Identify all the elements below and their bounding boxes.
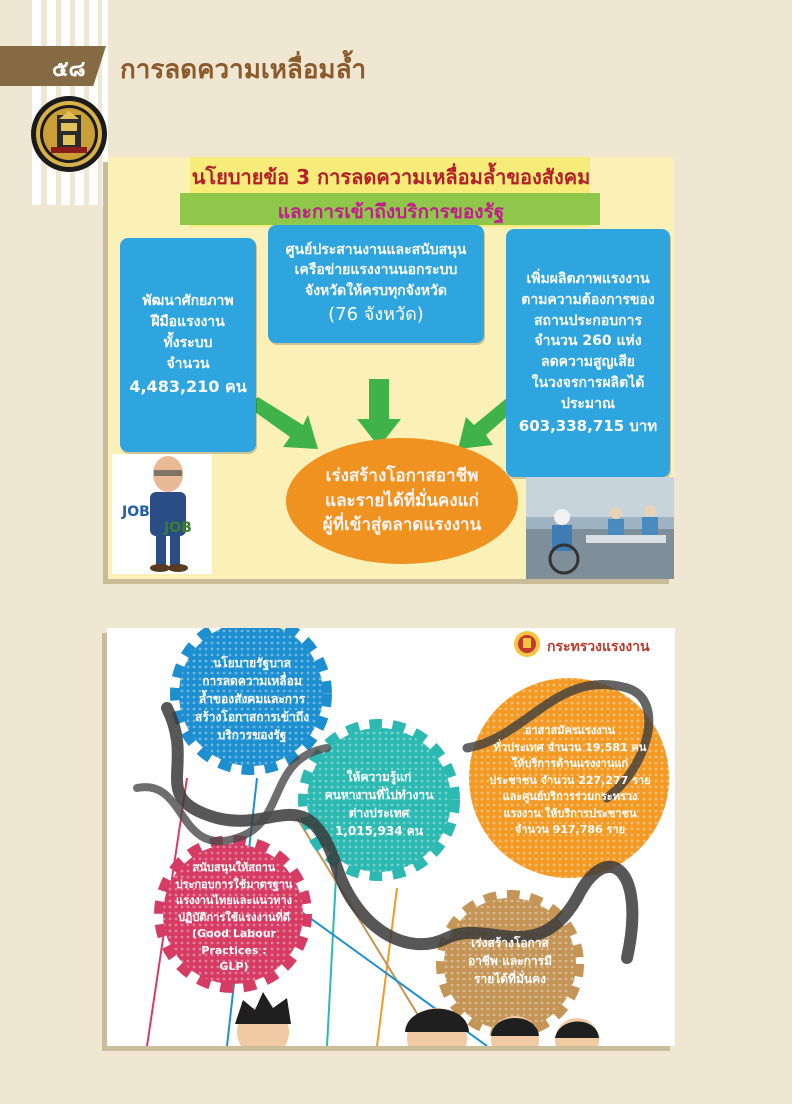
factory-workers-photo (526, 477, 674, 579)
oval-job-opportunity (286, 438, 518, 564)
oval-line: ผู้ที่เข้าสู่ตลาดแรงงาน (322, 515, 482, 536)
ministry-logo-icon (514, 631, 540, 657)
gear-text-line: ปฏิบัติการใช้แรงงานที่ดี (178, 910, 290, 924)
circle-text-line: แรงงาน ให้บริการประชาชน (503, 806, 637, 820)
banner-title-line2: และการเข้าถึงบริการของรัฐ (277, 201, 505, 223)
oval-line: เร่งสร้างโอกาสอาชีพ (325, 466, 479, 487)
box-right-line: ลดความสูญเสีย (541, 354, 635, 371)
circle-text-line: ประชาชน จำนวน 227,277 ราย (489, 773, 651, 787)
gear-pink-text (167, 860, 301, 976)
gear-text-line: ให้ความรู้แก่ (346, 770, 412, 784)
box-left-line: พัฒนาศักยภาพ (142, 293, 234, 310)
circle-text-line: ให้บริการด้านแรงงานแก่ (511, 757, 629, 770)
box-left-line: 4,483,210 คน (129, 376, 247, 396)
gear-text-line: คนหางานที่ไปทำงาน (324, 788, 434, 802)
gear-text-line: การลดความเหลื่อม (202, 674, 302, 688)
ministry-label: กระทรวงแรงงาน (547, 639, 650, 655)
infographic-gears (107, 628, 675, 1046)
gear-teal-text (319, 768, 439, 840)
box-skill-development (120, 238, 256, 452)
box-center-line: (76 จังหวัด) (328, 304, 424, 326)
gear-brown-text (457, 934, 563, 988)
job-text-1: JOB (122, 504, 150, 520)
circle-text-line: ทั่วประเทศ จำนวน 19,581 คน (493, 740, 647, 754)
box-right-line: ตามความต้องการของ (521, 291, 655, 308)
box-left-line: ฝีมือแรงงาน (151, 314, 225, 331)
gear-text-line: นโยบายรัฐบาล (213, 656, 291, 670)
circle-text-line: อาสาสมัครแรงงาน (524, 724, 616, 737)
box-right-line: ประมาณ (560, 396, 615, 413)
circle-text-line: จำนวน 917,786 ราย (514, 823, 626, 836)
gear-text-line: ล้ำของสังคมและการ (198, 692, 306, 706)
oval-line: และรายได้ที่มั่นคงแก่ (325, 490, 479, 511)
gear-text-line: เร่งสร้างโอกาส (471, 936, 549, 950)
gear-blue-text (193, 654, 311, 744)
box-right-line: จำนวน 260 แห่ง (534, 333, 642, 350)
box-coordination-center (268, 225, 484, 343)
box-left-line: จำนวน (166, 356, 210, 373)
circle-orange-text (487, 723, 653, 839)
page-title: การลดความเหลื่อมล้ำ (120, 55, 367, 85)
gear-text-line: GLP) (219, 960, 249, 973)
box-right-line: ในวงจรการผลิตได้ (531, 375, 645, 392)
box-right-line: 603,338,715 บาท (518, 416, 658, 435)
gear-text-line: (Good Labour Practices : (192, 927, 276, 957)
gear-text-line: 1,015,934 คน (335, 824, 423, 838)
box-center-line: ศูนย์ประสานงานและสนับสนุน (285, 241, 467, 258)
page-number: ๕๘ (52, 57, 86, 82)
infographic-policy-3 (108, 157, 674, 579)
box-right-line: เพิ่มผลิตภาพแรงงาน (526, 270, 650, 287)
job-text-2: JOB (164, 520, 192, 536)
box-right-line: สถานประกอบการ (533, 312, 642, 329)
gear-text-line: บริการของรัฐ (217, 728, 287, 742)
box-center-line: จังหวัดให้ครบทุกจังหวัด (305, 283, 447, 300)
box-productivity (506, 229, 670, 477)
gear-text-line: แรงงานไทยและแนวทาง (176, 894, 292, 907)
banner-title-line1: นโยบายข้อ 3 การลดความเหลื่อมล้ำของสังคม (191, 165, 591, 189)
gear-text-line: ต่างประเทศ (348, 806, 410, 820)
gear-text-line: สนับสนุนให้สถาน (192, 861, 276, 874)
gear-text-line: ประกอบการใช้มาตรฐาน (175, 877, 293, 891)
gear-text-line: อาชีพ และการมี (467, 954, 553, 968)
job-man-illustration (112, 454, 212, 574)
box-center-line: เครือข่ายแรงงานนอกระบบ (294, 262, 458, 279)
box-left-line: ทั้งระบบ (163, 335, 213, 352)
government-seal-icon (30, 95, 108, 173)
gear-text-line: รายได้ที่มั่นคง (474, 972, 546, 986)
circle-text-line: และศูนย์บริการร่วมกระทรวง (502, 790, 638, 803)
gear-text-line: สร้างโอกาสการเข้าถึง (195, 710, 309, 724)
